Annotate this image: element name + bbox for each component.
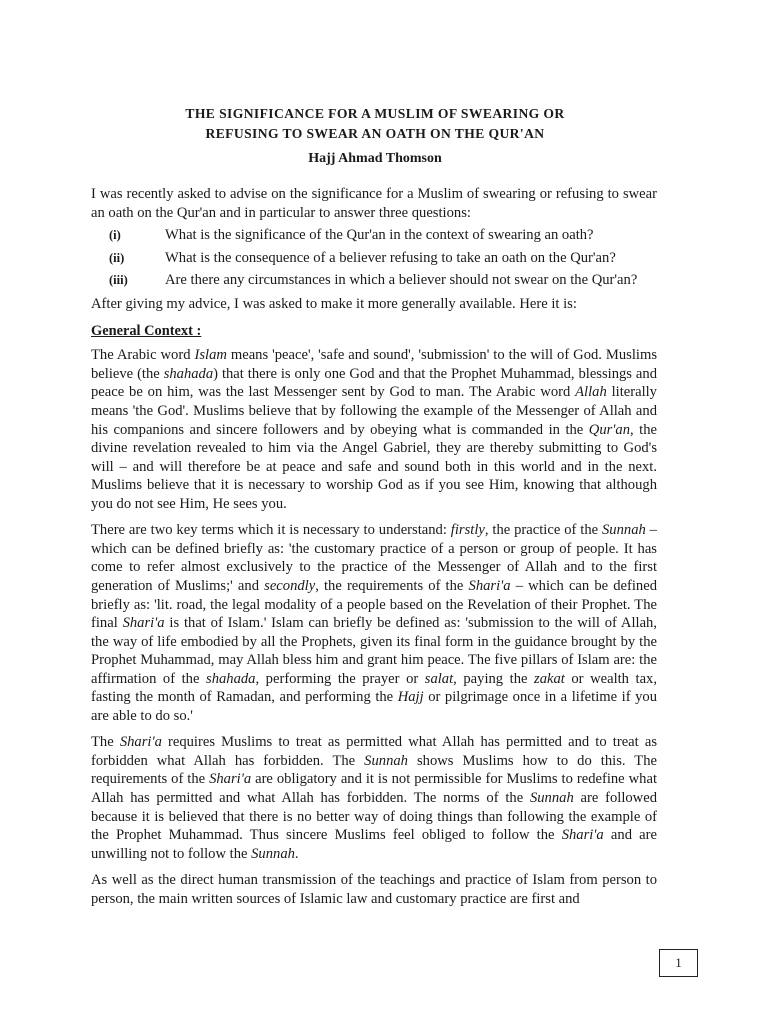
- question-number: (ii): [109, 250, 125, 265]
- page-number: 1: [659, 949, 698, 977]
- title-line-2: REFUSING TO SWEAR AN OATH ON THE QUR'AN: [205, 126, 545, 141]
- document-title: [90, 104, 660, 144]
- document-body: [91, 185, 657, 916]
- question-item: [91, 247, 657, 269]
- after-questions-paragraph: After giving my advice, I was asked to make it more generally available. Here it is:: [91, 296, 577, 313]
- question-list: [91, 224, 657, 291]
- question-text: Are there any circumstances in which a believer should not swear on the Qur'an?: [165, 272, 638, 288]
- question-item: [91, 224, 657, 246]
- paragraph-key-terms: There are two key terms which it is necessary to understand: firstly, the practice of the Sunnah – which can be defined briefly as: 'the customary practice of a person or group of people. It has come to refer almost exclusively to the practice of the Messenger of Allah and to the first generation of Muslims;' and secondly, the requirements of the Shari'a – which can be defined briefly as: 'lit. road, the legal modality of a people based on the Revelation of their Prophet. The final Shari'a is that of Islam.' Islam can briefly be defined as: 'submission to the will of Allah, the way of life embodied by all the Prophets, given its final form in the guidance brought by the Prophet Muhammad, may Allah bless him and grant him peace. The five pillars of Islam are: the affirmation of the shahada, performing the prayer or salat, paying the zakat or wealth tax, fasting the month of Ramadan, and performing the Hajj or pilgrimage once in a lifetime if you are able to do so.': [91, 522, 658, 725]
- section-heading: General Context :: [91, 322, 202, 339]
- question-number: (iii): [109, 273, 128, 287]
- title-line-1: THE SIGNIFICANCE FOR A MUSLIM OF SWEARING OR: [185, 106, 565, 121]
- paragraph-general-context: The Arabic word Islam means 'peace', 'safe and sound', 'submission' to the will of God. Muslims believe (the shahada) that there is only one God and that the Prophet Muhammad, blessings and peace be on him, was the last Messenger sent by God to man. The Arabic word Allah literally means 'the God'. Muslims believe that by following the example of the Messenger of Allah and his companions and sincere followers and by obeying what is commanded in the Qur'an, the divine revelation revealed to him via the Angel Gabriel, they are thereby submitting to God's will – and will therefore be at peace and safe and sound both in this world and in the next. Muslims believe that it is necessary to worship God as if you see Him, knowing that although you do not see Him, He sees you.: [91, 347, 657, 512]
- question-number: (i): [109, 228, 121, 243]
- intro-paragraph: I was recently asked to advise on the significance for a Muslim of swearing or refusing to swear an oath on the Qur'an and in particular to answer three questions:: [91, 186, 657, 221]
- paragraph-sources: As well as the direct human transmission of the teachings and practice of Islam from person to person, the main written sources of Islamic law and customary practice are first and: [91, 872, 657, 907]
- question-item: [91, 269, 657, 291]
- question-text: What is the significance of the Qur'an in the context of swearing an oath?: [165, 227, 594, 244]
- author-name: Hajj Ahmad Thomson: [308, 151, 442, 166]
- paragraph-sharia: The Shari'a requires Muslims to treat as permitted what Allah has permitted and to treat as forbidden what Allah has forbidden. The Sunnah shows Muslims how to do this. The requirements of the Shari'a are obligatory and it is not permissible for Muslims to redefine what Allah has permitted and what Allah has forbidden. The norms of the Sunnah are followed because it is believed that there is no better way of doing things than following the example of the Prophet Muhammad. Thus sincere Muslims feel obliged to follow the Shari'a and are unwilling not to follow the Sunnah.: [91, 734, 657, 862]
- question-text: What is the consequence of a believer refusing to take an oath on the Qur'an?: [165, 249, 616, 266]
